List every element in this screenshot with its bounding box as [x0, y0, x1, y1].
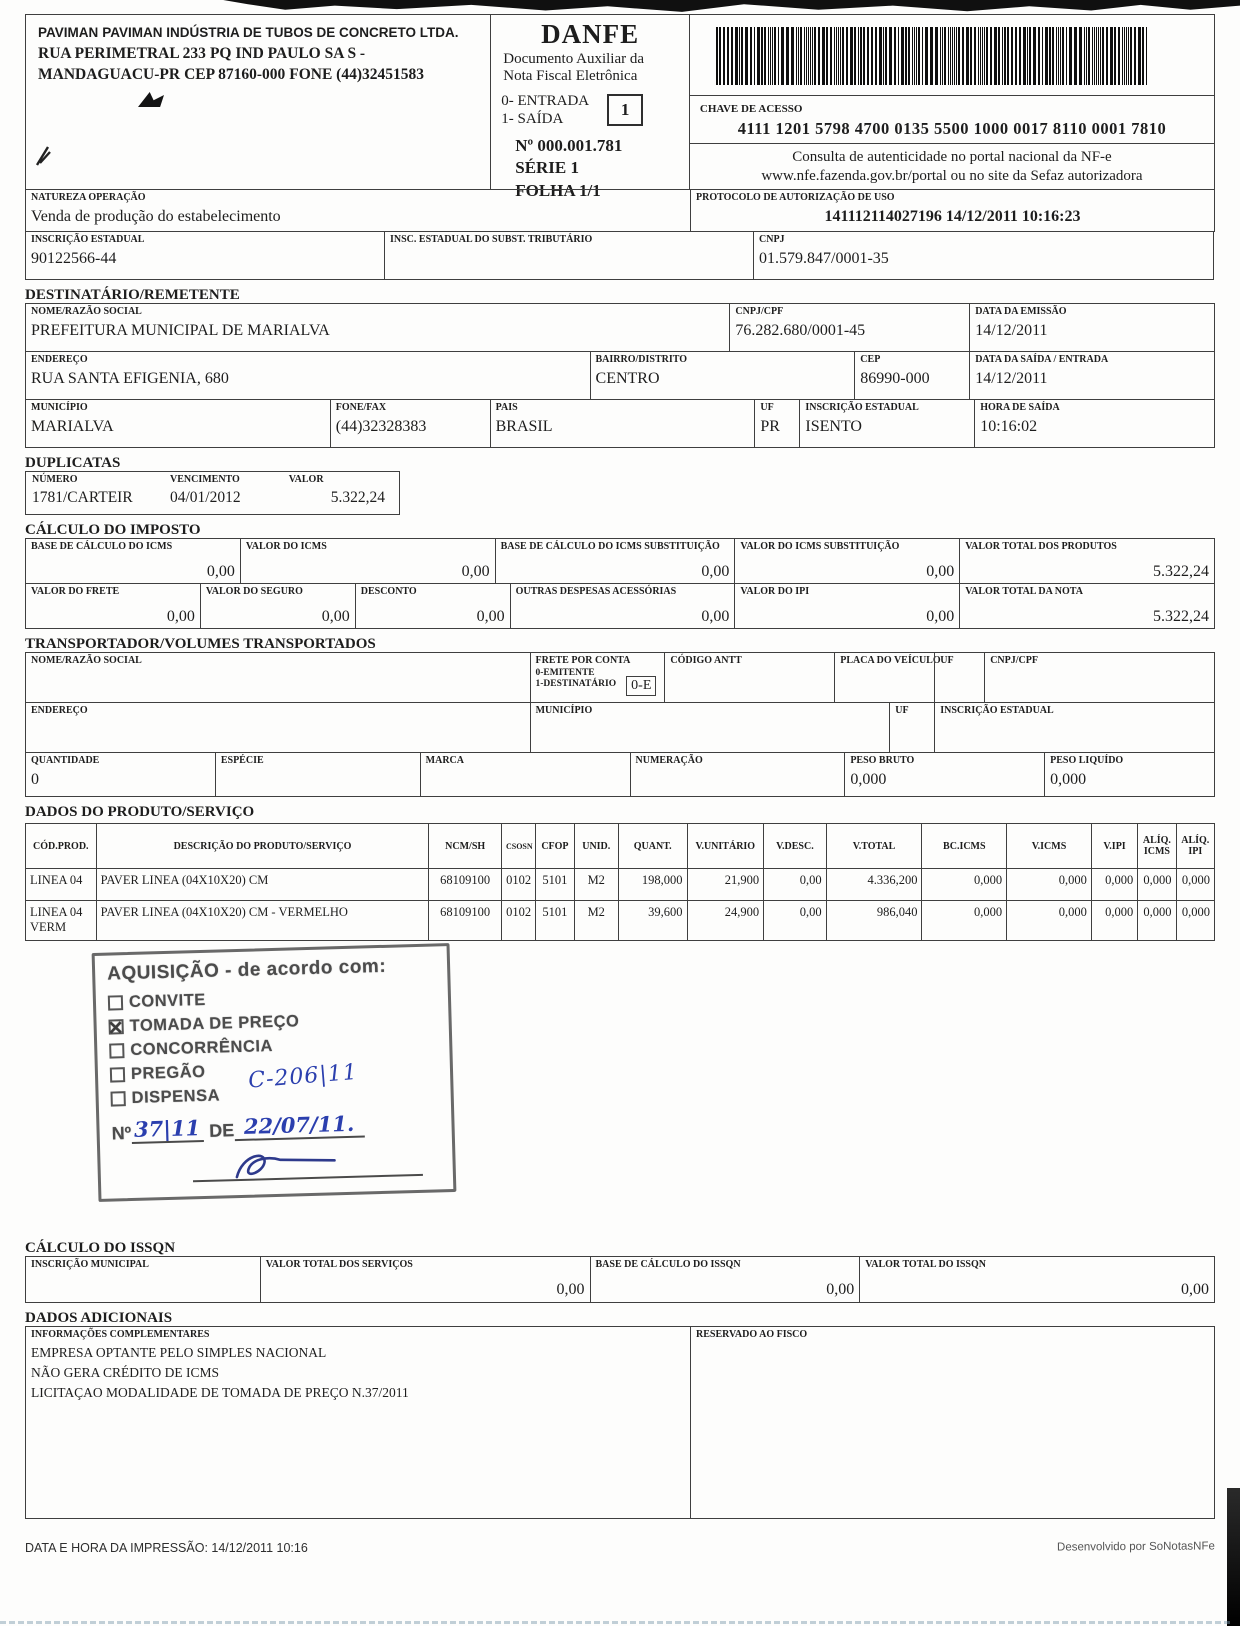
prod1-cod: LINEA 04 VERM — [26, 901, 97, 941]
especie-label: ESPÉCIE — [220, 755, 264, 766]
transportador-section-title: TRANSPORTADOR/VOLUMES TRANSPORTADOS — [25, 636, 376, 652]
v-icms-st-label: VALOR DO ICMS SUBSTITUIÇÃO — [740, 541, 900, 552]
marca-label: MARCA — [425, 755, 464, 766]
natureza-label: NATUREZA OPERAÇÃO — [31, 192, 146, 203]
issqn-row — [25, 1257, 1215, 1303]
col-v-icms: V.ICMS — [1007, 824, 1092, 869]
checkbox-tomada-de-preco — [108, 1020, 123, 1035]
adicionais-section-title: DADOS ADICIONAIS — [25, 1310, 173, 1326]
dest-emissao-label: DATA DA EMISSÃO — [975, 306, 1067, 317]
outras-despesas-label: OUTRAS DESPESAS ACESSÓRIAS — [515, 586, 677, 597]
col-cfop: CFOP — [536, 824, 574, 869]
numeracao-label: NUMERAÇÃO — [635, 755, 703, 766]
transp-nome-label: NOME/RAZÃO SOCIAL — [31, 655, 142, 666]
prod1-ncm: 68109100 — [429, 901, 502, 941]
stamp-number-line — [111, 1108, 440, 1144]
prod1-csosn: 0102 — [501, 901, 535, 941]
transp-uf1-label: UF — [940, 655, 954, 666]
prod1-quant: 39,600 — [618, 901, 687, 941]
destinatario-section-title: DESTINATÁRIO/REMETENTE — [25, 287, 240, 303]
checkbox-pregao — [110, 1067, 125, 1082]
v-seguro-value: 0,00 — [321, 607, 350, 625]
barcode-box — [689, 14, 1215, 190]
dest-saida-label: DATA DA SAÍDA / ENTRADA — [975, 354, 1109, 365]
ink-blot-artifact — [138, 92, 164, 107]
checkbox-convite — [108, 996, 123, 1011]
handwritten-data: 22/07/11. — [234, 1110, 365, 1141]
stamp-option-label: CONVITE — [128, 990, 207, 1012]
prod0-cod: LINEA 04 — [26, 869, 97, 901]
v-total-produtos-value: 5.322,24 — [1152, 562, 1209, 580]
outras-despesas-value: 0,00 — [701, 607, 730, 625]
danfe-subtitle-line2: Nota Fiscal Eletrônica — [503, 68, 638, 85]
emitter-razao-social: PAVIMAN INDÚSTRIA DE TUBOS DE CONCRETO LTDA. — [102, 25, 459, 40]
checkbox-dispensa — [110, 1091, 125, 1106]
scan-bottom-dash-artifact — [0, 1621, 1230, 1624]
v-ipi-label: VALOR DO IPI — [740, 586, 810, 597]
duplicatas-box — [25, 471, 400, 515]
prod0-quant: 198,000 — [618, 869, 687, 901]
dest-emissao-value: 14/12/2011 — [975, 321, 1048, 339]
prod0-vunit: 21,900 — [687, 869, 764, 901]
col-quant: QUANT. — [618, 824, 687, 869]
v-frete-value: 0,00 — [166, 607, 195, 625]
col-v-desc: V.DESC. — [764, 824, 827, 869]
transportador-row2 — [25, 703, 1215, 753]
adicionais-box — [25, 1327, 1215, 1519]
ie-value: 90122566-44 — [31, 249, 117, 267]
peso-liquido-label: PESO LIQUÍDO — [1050, 755, 1124, 766]
transp-ie-label: INSCRIÇÃO ESTADUAL — [940, 705, 1054, 716]
v-seguro-label: VALOR DO SEGURO — [205, 586, 303, 597]
danfe-subtitle-line1: Documento Auxiliar da — [503, 51, 645, 67]
dest-hora-label: HORA DE SAÍDA — [980, 402, 1060, 413]
info-line-1: EMPRESA OPTANTE PELO SIMPLES NACIONAL — [31, 1344, 327, 1360]
dest-endereco-value: RUA SANTA EFIGENIA, 680 — [31, 369, 229, 387]
emitter-address-line1: RUA PERIMETRAL 233 — [38, 44, 206, 62]
v-total-servicos-label: VALOR TOTAL DOS SERVIÇOS — [265, 1259, 413, 1270]
danfe-title: DANFE — [541, 19, 640, 49]
v-icms-value: 0,00 — [461, 562, 490, 580]
saida-option-label: 1- SAÍDA — [501, 110, 564, 127]
imposto-row2 — [25, 584, 1215, 629]
chave-acesso-label: CHAVE DE ACESSO — [699, 103, 803, 115]
peso-liquido-value: 0,000 — [1050, 770, 1087, 788]
col-cod-prod: CÓD.PROD. — [26, 824, 97, 869]
prod1-vtotal: 986,040 — [826, 901, 922, 941]
dest-fone-value: (44)32328383 — [335, 417, 427, 435]
frete-conta-label: FRETE POR CONTA — [535, 655, 631, 666]
tipo-nf-box: 1 — [607, 94, 643, 126]
v-icms-label: VALOR DO ICMS — [245, 541, 327, 552]
issqn-section-title: CÁLCULO DO ISSQN — [25, 1240, 176, 1256]
prod1-vipi: 0,000 — [1091, 901, 1137, 941]
dest-pais-value: BRASIL — [495, 417, 553, 435]
dest-nome-value: PREFEITURA MUNICIPAL DE MARIALVA — [31, 321, 330, 339]
pen-mark-artifact — [34, 143, 56, 167]
stamp-de-label: DE — [208, 1119, 235, 1141]
desconto-label: DESCONTO — [360, 586, 417, 597]
frete-conta-value-box: 0-E — [626, 676, 656, 696]
dup-vencimento-label: VENCIMENTO — [169, 474, 240, 485]
bc-issqn-value: 0,00 — [826, 1280, 855, 1298]
bc-issqn-label: BASE DE CÁLCULO DO ISSQN — [595, 1259, 741, 1270]
footer — [25, 1541, 1215, 1555]
dest-bairro-label: BAIRRO/DISTRITO — [595, 354, 688, 365]
barcode — [716, 27, 1188, 85]
prod0-aliq-icms: 0,000 — [1138, 869, 1176, 901]
prod0-vtotal: 4.336,200 — [826, 869, 922, 901]
prod0-unid: M2 — [574, 869, 618, 901]
col-bc-icms: BC.ICMS — [922, 824, 1007, 869]
protocolo-label: PROTOCOLO DE AUTORIZAÇÃO DE USO — [696, 192, 895, 203]
prod0-ncm: 68109100 — [429, 869, 502, 901]
dest-pais-label: PAIS — [495, 402, 518, 413]
emitter-box — [25, 14, 491, 190]
col-unid: UNID. — [574, 824, 618, 869]
inscricao-municipal-label: INSCRIÇÃO MUNICIPAL — [31, 1259, 149, 1270]
dest-municipio-value: MARIALVA — [31, 417, 114, 435]
emitter-cep: CEP 87160-000 — [184, 66, 286, 84]
dup-valor-value: 5.322,24 — [330, 488, 385, 506]
scan-right-edge-artifact — [1227, 1488, 1240, 1626]
col-aliq-ipi: ALÍQ. IPI — [1176, 824, 1214, 869]
desenvolvido-por: Desenvolvido por SoNotasNFe — [1057, 1540, 1216, 1554]
destinatario-row2 — [25, 352, 1215, 400]
transportador-row3 — [25, 753, 1215, 797]
transp-municipio-label: MUNICÍPIO — [535, 705, 593, 716]
dest-nome-label: NOME/RAZÃO SOCIAL — [31, 306, 142, 317]
stamp-option-label: PREGÃO — [130, 1062, 206, 1083]
imposto-row1 — [25, 539, 1215, 584]
transp-uf2-label: UF — [895, 705, 909, 716]
dest-municipio-label: MUNICÍPIO — [31, 402, 88, 413]
stamp-option-label: TOMADA DE PREÇO — [129, 1012, 300, 1035]
col-v-total: V.TOTAL — [826, 824, 922, 869]
prod1-desc: PAVER LINEA (04X10X20) CM - VERMELHO — [96, 901, 429, 941]
dest-uf-value: PR — [760, 417, 780, 435]
ie-subst-label: INSC. ESTADUAL DO SUBST. TRIBUTÁRIO — [390, 234, 593, 245]
dest-cnpj-value: 76.282.680/0001-45 — [735, 321, 866, 339]
inscricao-row — [25, 232, 1215, 280]
transportador-row1 — [25, 653, 1215, 703]
quantidade-label: QUANTIDADE — [31, 755, 100, 766]
dup-valor-label: VALOR — [288, 474, 324, 485]
prod1-vunit: 24,900 — [687, 901, 764, 941]
col-descricao: DESCRIÇÃO DO PRODUTO/SERVIÇO — [96, 824, 429, 869]
bc-icms-st-value: 0,00 — [701, 562, 730, 580]
dest-cep-label: CEP — [860, 354, 881, 365]
col-ncm: NCM/SH — [429, 824, 502, 869]
prod0-bcicms: 0,000 — [922, 869, 1007, 901]
emitter-address-line2: PQ IND PAULO SA S - MANDAGUACU-PR — [38, 44, 366, 84]
v-total-nota-label: VALOR TOTAL DA NOTA — [965, 586, 1083, 597]
dest-cnpj-label: CNPJ/CPF — [735, 306, 784, 317]
data-impressao: DATA E HORA DA IMPRESSÃO: 14/12/2011 10:16 — [25, 1541, 308, 1555]
v-frete-label: VALOR DO FRETE — [31, 586, 120, 597]
prod0-aliq-ipi: 0,000 — [1176, 869, 1214, 901]
bc-icms-label: BASE DE CÁLCULO DO ICMS — [31, 541, 173, 552]
acquisition-stamp — [92, 943, 457, 1202]
peso-bruto-label: PESO BRUTO — [850, 755, 915, 766]
dest-ie-label: INSCRIÇÃO ESTADUAL — [805, 402, 919, 413]
col-csosn: CSOSN — [501, 824, 535, 869]
transp-endereco-label: ENDEREÇO — [31, 705, 88, 716]
danfe-box — [490, 14, 690, 201]
frete-opt-emitente: 0-EMITENTE — [535, 667, 595, 678]
destinatario-row3 — [25, 400, 1215, 448]
dest-fone-label: FONE/FAX — [335, 402, 387, 413]
nf-serie: SÉRIE 1 — [515, 158, 580, 178]
placa-veiculo-label: PLACA DO VEÍCULO — [840, 655, 941, 666]
dest-saida-value: 14/12/2011 — [975, 369, 1048, 387]
prod1-aliq-icms: 0,000 — [1138, 901, 1176, 941]
protocolo-value: 141112114027196 14/12/2011 10:16:23 — [824, 207, 1081, 225]
nf-folha: FOLHA 1/1 — [515, 181, 601, 201]
natureza-value: Venda de produção do estabelecimento — [31, 207, 281, 225]
info-complementares-label: INFORMAÇÕES COMPLEMENTARES — [31, 1329, 210, 1340]
prod0-vipi: 0,000 — [1091, 869, 1137, 901]
stamp-title: AQUISIÇÃO - de acordo com: — [106, 955, 387, 985]
reservado-fisco-label: RESERVADO AO FISCO — [696, 1329, 808, 1340]
prod1-aliq-ipi: 0,000 — [1176, 901, 1214, 941]
chave-acesso-value: 4111 1201 5798 4700 0135 5500 1000 0017 8110 0001 7810 — [737, 119, 1167, 138]
prod1-vdesc: 0,00 — [764, 901, 827, 941]
emitter-fone: FONE (44)32451583 — [289, 66, 425, 84]
dest-ie-value: ISENTO — [805, 417, 862, 435]
v-total-nota-value: 5.322,24 — [1153, 607, 1210, 625]
prod0-csosn: 0102 — [501, 869, 535, 901]
imposto-section-title: CÁLCULO DO IMPOSTO — [25, 522, 201, 538]
prod1-cfop: 5101 — [536, 901, 574, 941]
produtos-table — [25, 823, 1215, 941]
scan-torn-edge-artifact — [0, 0, 1240, 14]
dup-vencimento-value: 04/01/2012 — [169, 488, 241, 506]
frete-opt-destinatario: 1-DESTINATÁRIO — [535, 679, 617, 690]
signature-line — [192, 1140, 423, 1182]
prod1-bcicms: 0,000 — [922, 901, 1007, 941]
handwritten-process-note: C-206|11 — [247, 1059, 359, 1094]
v-icms-st-value: 0,00 — [926, 562, 955, 580]
col-aliq-icms: ALÍQ. ICMS — [1138, 824, 1176, 869]
handwritten-numero: 37|11 — [131, 1115, 204, 1144]
bc-icms-value: 0,00 — [206, 562, 235, 580]
ie-label: INSCRIÇÃO ESTADUAL — [31, 234, 145, 245]
stamp-option-label: CONCORRÊNCIA — [130, 1036, 274, 1059]
duplicatas-section-title: DUPLICATAS — [25, 455, 121, 471]
dest-uf-label: UF — [760, 402, 774, 413]
dest-cep-value: 86990-000 — [860, 369, 930, 387]
prod1-vicms: 0,000 — [1007, 901, 1092, 941]
dest-endereco-label: ENDEREÇO — [31, 354, 88, 365]
v-ipi-value: 0,00 — [926, 607, 955, 625]
dest-bairro-value: CENTRO — [595, 369, 660, 387]
consulta-line2: www.nfe.fazenda.gov.br/portal ou no site da Sefaz autorizadora — [761, 167, 1143, 184]
produtos-section-title: DADOS DO PRODUTO/SERVIÇO — [25, 804, 255, 820]
codigo-antt-label: CÓDIGO ANTT — [670, 655, 742, 666]
produtos-header-row — [26, 824, 1215, 869]
v-total-produtos-label: VALOR TOTAL DOS PRODUTOS — [965, 541, 1117, 552]
cnpj-emitente-label: CNPJ — [759, 234, 785, 245]
desconto-value: 0,00 — [476, 607, 505, 625]
transp-cnpj-label: CNPJ/CPF — [990, 655, 1038, 666]
checkbox-concorrencia — [109, 1043, 124, 1058]
prod0-desc: PAVER LINEA (04X10X20) CM — [96, 869, 429, 901]
consulta-line1: Consulta de autenticidade no portal nacional da NF-e — [792, 148, 1112, 165]
cnpj-emitente-value: 01.579.847/0001-35 — [759, 249, 889, 267]
dest-hora-value: 10:16:02 — [980, 417, 1038, 435]
dup-numero-label: NÚMERO — [32, 474, 78, 485]
signature-mark — [222, 1144, 343, 1187]
peso-bruto-value: 0,000 — [850, 770, 887, 788]
stamp-numero-prefix: Nº — [111, 1122, 132, 1144]
col-v-ipi: V.IPI — [1091, 824, 1137, 869]
info-line-3: LICITAÇAO MODALIDADE DE TOMADA DE PREÇO N.37/2011 — [31, 1385, 409, 1400]
quantidade-value: 0 — [31, 770, 39, 788]
prod0-cfop: 5101 — [536, 869, 574, 901]
prod0-vdesc: 0,00 — [764, 869, 827, 901]
entrada-option-label: 0- ENTRADA — [501, 92, 590, 109]
stamp-option-label: DISPENSA — [131, 1086, 221, 1107]
nf-number: Nº 000.001.781 — [515, 135, 623, 155]
produto-row — [26, 901, 1215, 941]
emitter-name: PAVIMAN — [38, 25, 99, 40]
bc-icms-st-label: BASE DE CÁLCULO DO ICMS SUBSTITUIÇÃO — [500, 541, 720, 552]
dup-numero-value: 1781/CARTEIR — [32, 488, 133, 506]
v-total-issqn-value: 0,00 — [1181, 1280, 1209, 1298]
col-v-unitario: V.UNITÁRIO — [687, 824, 764, 869]
produto-row — [26, 869, 1215, 901]
info-line-2: NÃO GERA CRÉDITO DE ICMS — [31, 1364, 220, 1380]
prod1-unid: M2 — [574, 901, 618, 941]
v-total-issqn-label: VALOR TOTAL DO ISSQN — [865, 1259, 986, 1270]
natureza-row — [25, 190, 1215, 232]
v-total-servicos-value: 0,00 — [556, 1280, 585, 1298]
prod0-vicms: 0,000 — [1007, 869, 1092, 901]
destinatario-row1 — [25, 304, 1215, 352]
